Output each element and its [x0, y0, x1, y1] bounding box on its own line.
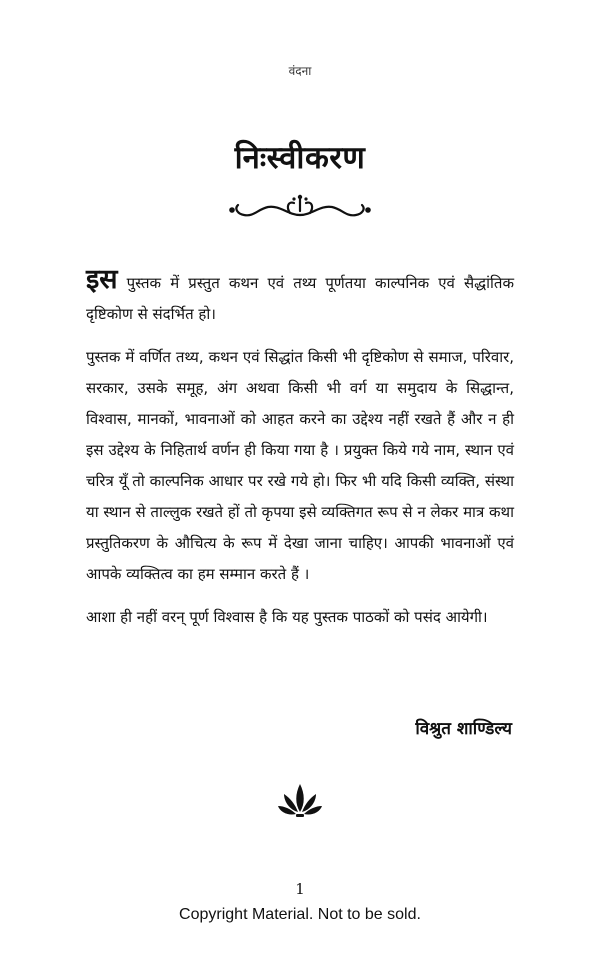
dropcap-word: इस [86, 264, 118, 295]
paragraph-1 [86, 264, 514, 330]
paragraph-2: पुस्तक में वर्णित तथ्य, कथन एवं सिद्धांत किसी भी दृष्टिकोण से समाज, परिवार, सरकार, उसके समूह, अंग अथवा किसी भी वर्ग या समुदाय के सिद्धान्त, विश्वास, मानकों, भावनाओं को आहत करने का उद्देश्य नहीं रखते हैं और न ही इस उद्देश्य के निहितार्थ वर्णन ही किया गया है । प्रयुक्त किये गये नाम, स्थान एवं चरित्र यूँ तो काल्पनिक आधार पर रखे गये हो। फिर भी यदि किसी व्यक्ति, संस्था या स्थान से ताल्लुक रखते हों तो कृपया इसे व्यक्तिगत रूप से न लेकर मात्र कथा प्रस्तुतिकरण के औचित्य के रूप में देखा जाना चाहिए। आपकी भावनाओं एवं आपके व्यक्तित्व का हम सम्मान करते हैं । [86, 348, 514, 583]
author-signature: विश्रुत शाण्डिल्य [415, 719, 512, 739]
disclaimer-body [86, 264, 514, 645]
lotus-ornament-icon [276, 780, 324, 820]
running-head: वंदना [288, 64, 312, 78]
paragraph-3: आशा ही नहीं वरन् पूर्ण विश्वास है कि यह पुस्तक पाठकों को पसंद आयेगी। [86, 608, 488, 626]
page-title: निःस्वीकरण [234, 140, 366, 176]
paragraph-1-text: पुस्तक में प्रस्तुत कथन एवं तथ्य पूर्णतया काल्पनिक एवं सैद्धांतिक दृष्टिकोण से संदर्भित हो। [86, 274, 514, 323]
page-number: 1 [295, 880, 305, 898]
flourish-divider-icon [228, 193, 372, 223]
copyright-note: Copyright Material. Not to be sold. [179, 906, 421, 923]
